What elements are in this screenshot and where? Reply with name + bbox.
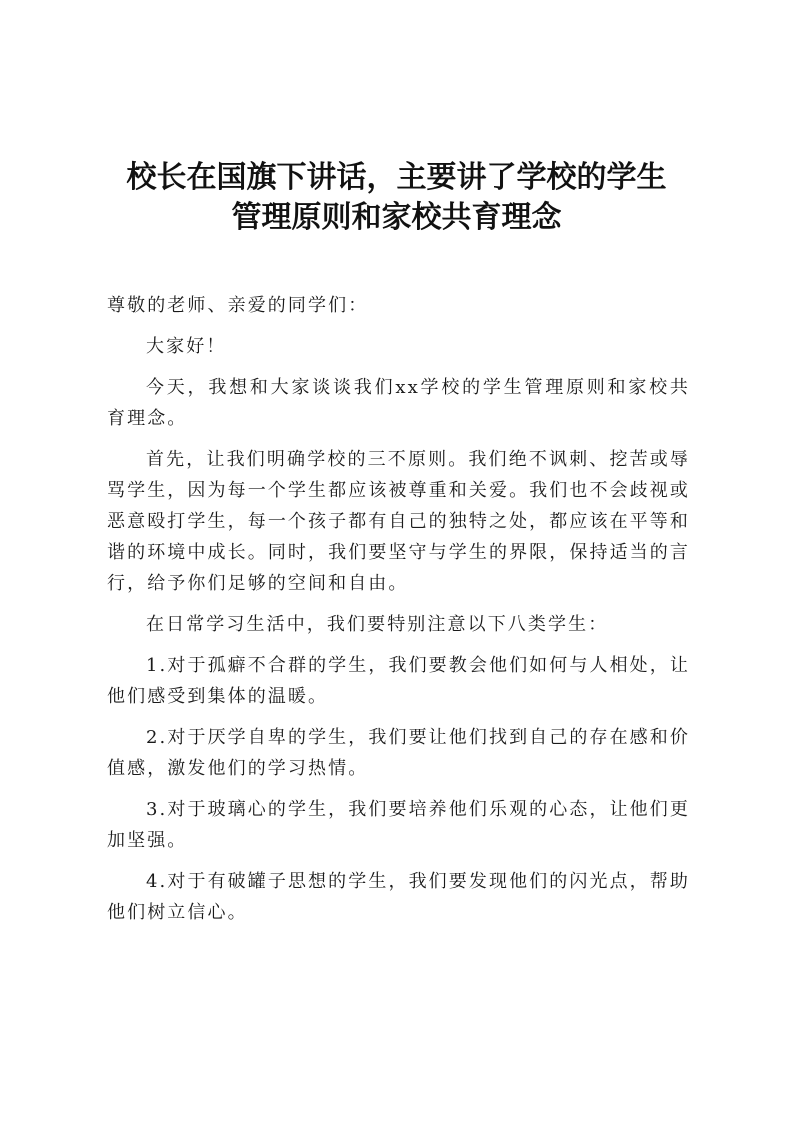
- list-item-4: 4.对于有破罐子思想的学生，我们要发现他们的闪光点，帮助他们树立信心。: [107, 871, 690, 923]
- list-item-1: 1.对于孤癖不合群的学生，我们要教会他们如何与人相处，让他们感受到集体的温暖。: [107, 655, 690, 707]
- paragraph-eight-types: 在日常学习生活中，我们要特别注意以下八类学生：: [146, 614, 609, 635]
- list-item-2: 2.对于厌学自卑的学生，我们要让他们找到自己的存在感和价值感，激发他们的学习热情。: [107, 727, 690, 779]
- document-title: [90, 158, 703, 238]
- list-item-3: 3.对于玻璃心的学生，我们要培养他们乐观的心态，让他们更加坚强。: [107, 799, 690, 851]
- title-line-1: 校长在国旗下讲话，主要讲了学校的学生: [126, 160, 667, 195]
- paragraph-intro: 今天，我想和大家谈谈我们xx学校的学生管理原则和家校共育理念。: [107, 377, 690, 429]
- salutation: 尊敬的老师、亲爱的同学们：: [107, 295, 369, 316]
- document-body: [107, 290, 690, 928]
- title-line-2: 管理原则和家校共育理念: [231, 200, 562, 235]
- greeting: 大家好！: [146, 336, 227, 357]
- paragraph-principles: 首先，让我们明确学校的三不原则。我们绝不讽刺、挖苦或辱骂学生，因为每一个学生都应该被尊重和关爱。我们也不会歧视或恶意殴打学生，每一个孩子都有自己的独特之处，都应该在平等和谐的环境中成长。同时，我们要坚守与学生的界限，保持适当的言行，给予你们足够的空间和自由。: [107, 449, 690, 594]
